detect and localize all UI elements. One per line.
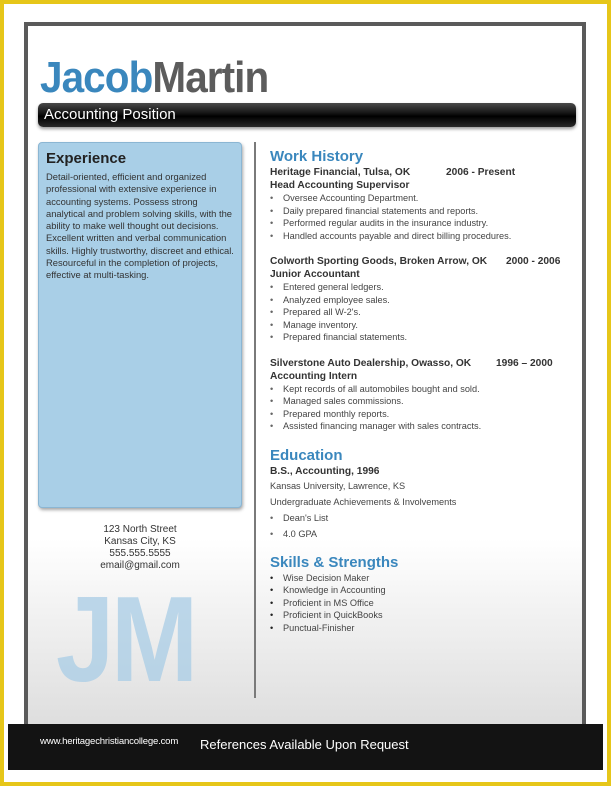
skill-item: • Knowledge in Accounting [270,584,580,597]
job-entry [270,357,580,433]
contact-phone: 555.555.5555 [109,548,171,559]
job-employer: Heritage Financial, Tulsa, OK [270,167,411,178]
job-header [270,357,580,370]
education-school: Kansas University, Lawrence, KS [270,480,406,491]
duty-item: • Prepared all W-2's. [270,306,580,319]
job-role: Accounting Intern [270,370,358,382]
job-employer: Silverstone Auto Dealership, Owasso, OK [270,357,472,369]
job-header [270,255,580,268]
education-achievements-label: Undergraduate Achievements & Involvements [270,496,457,507]
duty-item: • Daily prepared financial statements and reports. [270,205,580,218]
job-header [270,166,580,179]
job-dates: 2006 - Present [446,167,516,178]
job-duties [270,192,580,242]
achievement-item: • Dean's List [270,510,580,526]
job-duties [270,281,580,344]
skills-list [270,572,580,635]
footer-url[interactable]: www.heritagechristiancollege.com [40,736,179,747]
duty-item: • Prepared monthly reports. [270,408,580,421]
column-divider [254,142,256,698]
duty-item: • Oversee Accounting Department. [270,192,580,205]
duty-item: • Kept records of all automobiles bought and sold. [270,383,580,396]
skill-item: • Proficient in QuickBooks [270,609,580,622]
job-employer: Colworth Sporting Goods, Broken Arrow, OK [270,256,488,267]
experience-panel [38,142,242,508]
duty-item: • Managed sales commissions. [270,395,580,408]
contact-email: email@gmail.com [100,560,180,571]
candidate-name [40,54,268,102]
duty-item: • Analyzed employee sales. [270,294,580,307]
job-dates: 2000 - 2006 [506,256,561,267]
job-dates: 1996 – 2000 [496,357,553,369]
references-note: References Available Upon Request [200,737,409,752]
position-title: Accounting Position [44,106,176,123]
skill-item: • Proficient in MS Office [270,597,580,610]
job-role: Junior Accountant [270,269,360,280]
job-entry [270,166,580,242]
duty-item: • Handled accounts payable and direct billing procedures. [270,230,580,243]
monogram: JM [56,571,195,707]
duty-item: • Assisted financing manager with sales contracts. [270,420,580,433]
right-column [270,148,580,634]
last-name: Martin [152,53,269,102]
achievement-item: • 4.0 GPA [270,526,580,542]
experience-summary: Detail-oriented, efficient and organized professional with extensive experience in accounting systems. Possess strong analytical and problem solving skills, with the ability to make well thought out decisions. Excellent written and verbal communication skills. Highly trustworthy, discreet and ethical. Resourceful in the completion of projects, effective at multi-tasking. [46,171,234,281]
duty-item: • Entered general ledgers. [270,281,580,294]
education-degree: B.S., Accounting, 1996 [270,465,380,477]
job-role: Head Accounting Supervisor [270,180,410,191]
education-heading: Education [270,446,343,464]
job-duties [270,383,580,433]
skills-heading: Skills & Strengths [270,553,399,571]
contact-street: 123 North Street [103,524,177,535]
skill-item: • Wise Decision Maker [270,572,580,585]
education-achievements [270,510,580,542]
skill-item: • Punctual-Finisher [270,622,580,635]
contact-city: Kansas City, KS [104,536,176,547]
duty-item: • Performed regular audits in the insurance industry. [270,217,580,230]
resume-page [24,22,586,762]
position-bar [38,103,576,127]
duty-item: • Prepared financial statements. [270,331,580,344]
contact-block [38,524,242,572]
job-entry [270,255,580,344]
footer-bar [8,724,603,770]
first-name: Jacob [40,53,153,102]
duty-item: • Manage inventory. [270,319,580,332]
experience-heading: Experience [46,150,127,167]
work-history-heading: Work History [270,148,364,165]
